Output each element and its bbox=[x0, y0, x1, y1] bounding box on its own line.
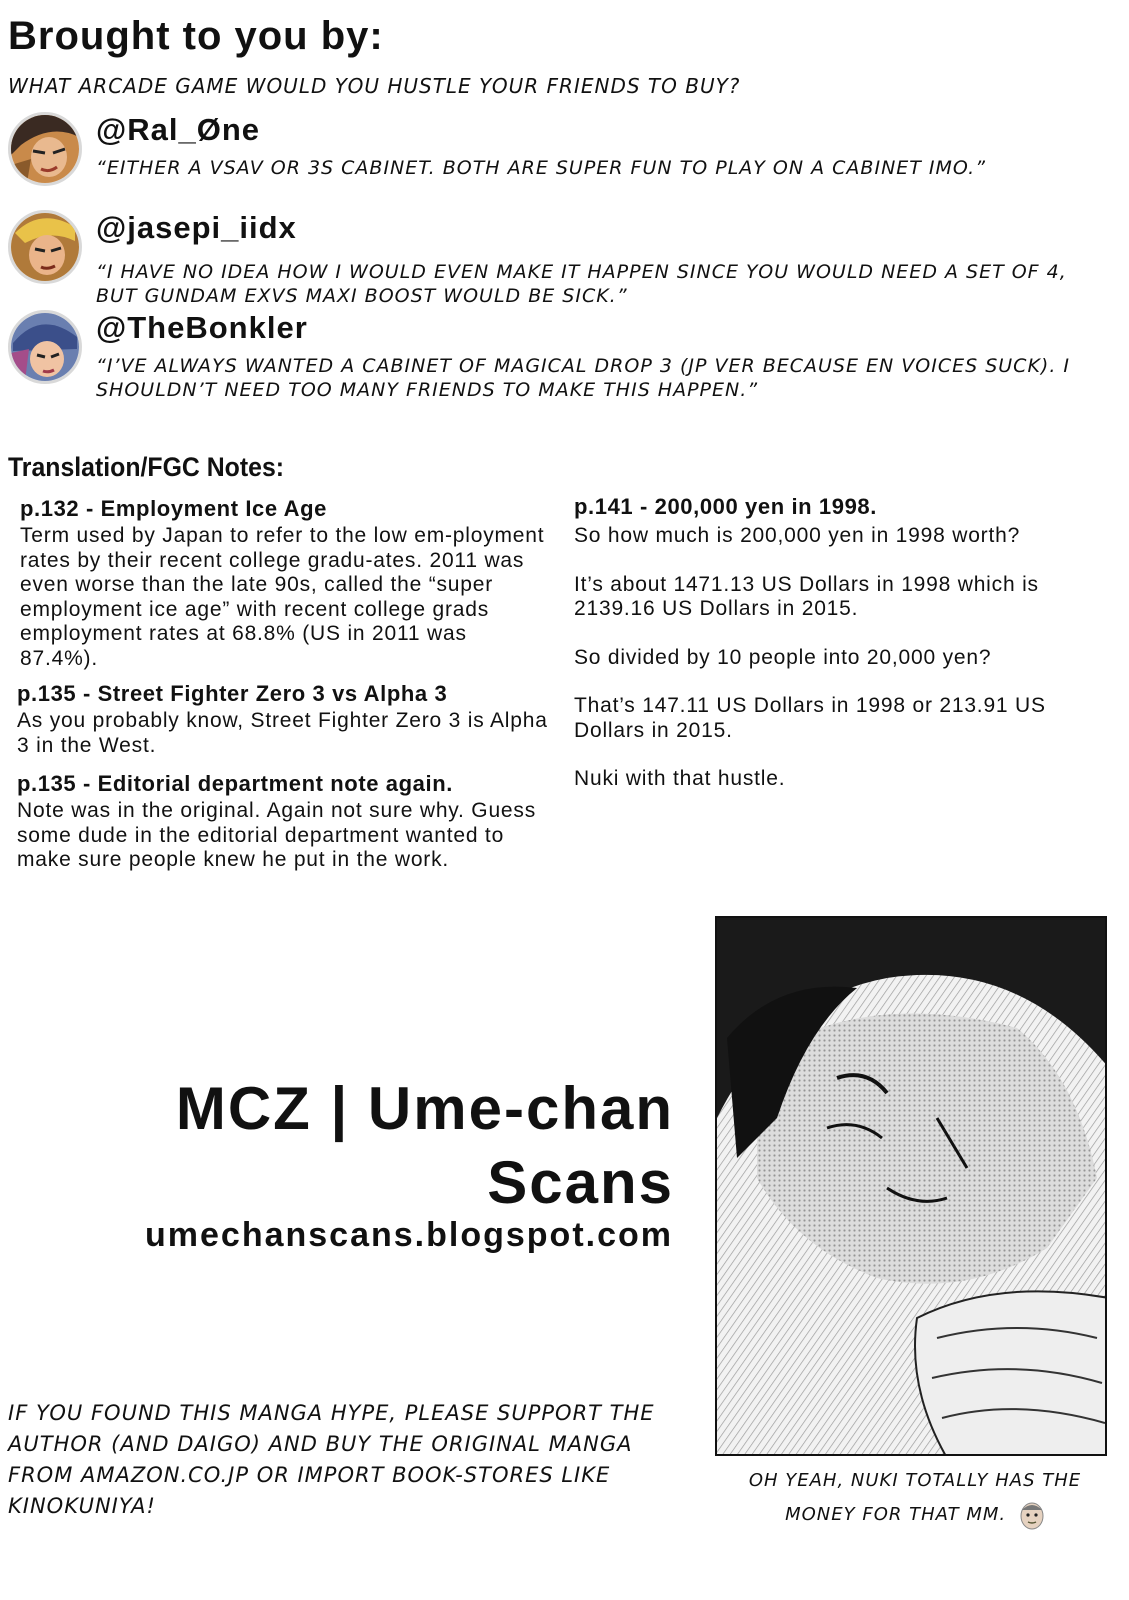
note-heading: p.135 - Street Fighter Zero 3 vs Alpha 3 bbox=[17, 681, 448, 706]
caption-line: OH YEAH, NUKI TOTALLY HAS THE bbox=[748, 1470, 1082, 1491]
caption-line: MONEY FOR THAT MM. bbox=[785, 1504, 1007, 1525]
credit-line: Scans bbox=[487, 1149, 674, 1216]
contributor-handle: @TheBonkler bbox=[96, 310, 308, 345]
contributor-quote: “I HAVE NO IDEA HOW I WOULD EVEN MAKE IT HAPPEN SINCE YOU WOULD NEED A SET OF 4, BUT GUNDAM EXVS MAXI BOOST WOULD BE SICK.” bbox=[96, 261, 1067, 307]
contributor-handle: @Ral_Øne bbox=[96, 112, 260, 147]
note-item bbox=[17, 681, 557, 758]
note-body: Term used by Japan to refer to the low em-ployment rates by their recent college gradu-ates. 2011 was even worse than the late 90s, called the “super employment ice age” with recent college grads employment rates at 68.8% (US in 2011 was 87.4%). bbox=[20, 524, 545, 670]
caption-line-with-icon bbox=[725, 1498, 1105, 1532]
note-paragraph: So how much is 200,000 yen in 1998 worth? bbox=[574, 524, 1021, 547]
note-paragraph: That’s 147.11 US Dollars in 1998 or 213.91 US Dollars in 2015. bbox=[574, 694, 1046, 742]
helmet-fighter-avatar-icon bbox=[8, 310, 82, 384]
scanlator-credit bbox=[54, 1072, 674, 1220]
notes-title: Translation/FGC Notes: bbox=[8, 452, 285, 482]
contributor-quote: “EITHER A VSAV OR 3S CABINET. BOTH ARE SUPER FUN TO PLAY ON A CABINET IMO.” bbox=[96, 157, 986, 179]
mm-face-icon bbox=[1019, 1500, 1045, 1530]
question-text: WHAT ARCADE GAME WOULD YOU HUSTLE YOUR FRIENDS TO BUY? bbox=[8, 74, 741, 98]
manga-panel-image bbox=[715, 916, 1107, 1456]
note-heading: p.132 - Employment Ice Age bbox=[20, 496, 327, 521]
blond-fighter-avatar-icon bbox=[8, 210, 82, 284]
support-message: IF YOU FOUND THIS MANGA HYPE, PLEASE SUPPORT THE AUTHOR (AND DAIGO) AND BUY THE ORIGINAL MANGA FROM AMAZON.CO.JP OR IMPORT BOOK-STORES LIKE KINOKUNIYA! bbox=[8, 1401, 655, 1518]
credit-url-link[interactable]: umechanscans.blogspot.com bbox=[145, 1216, 673, 1254]
note-item bbox=[574, 494, 1104, 792]
warrior-avatar-icon bbox=[8, 112, 82, 186]
page-title: Brought to you by: bbox=[8, 14, 384, 58]
note-paragraph: Nuki with that hustle. bbox=[574, 767, 786, 790]
contributor-handle: @jasepi_iidx bbox=[96, 210, 297, 245]
note-item bbox=[17, 771, 547, 873]
panel-caption bbox=[725, 1464, 1105, 1532]
note-body: As you probably know, Street Fighter Zero 3 is Alpha 3 in the West. bbox=[17, 709, 548, 757]
note-paragraph: So divided by 10 people into 20,000 yen? bbox=[574, 645, 992, 669]
note-item bbox=[20, 496, 545, 671]
note-heading: p.135 - Editorial department note again. bbox=[17, 771, 453, 796]
note-body: Note was in the original. Again not sure why. Guess some dude in the editorial department wanted to make sure people knew he put in the work. bbox=[17, 799, 537, 871]
note-heading: p.141 - 200,000 yen in 1998. bbox=[574, 494, 877, 519]
note-paragraph: It’s about 1471.13 US Dollars in 1998 which is 2139.16 US Dollars in 2015. bbox=[574, 572, 1039, 620]
credit-line: MCZ | Ume-chan bbox=[175, 1075, 674, 1142]
contributor-quote: “I’VE ALWAYS WANTED A CABINET OF MAGICAL DROP 3 (JP VER BECAUSE EN VOICES SUCK). I SHOULDN’T NEED TOO MANY FRIENDS TO MAKE THIS HAPPEN.” bbox=[96, 355, 1071, 401]
